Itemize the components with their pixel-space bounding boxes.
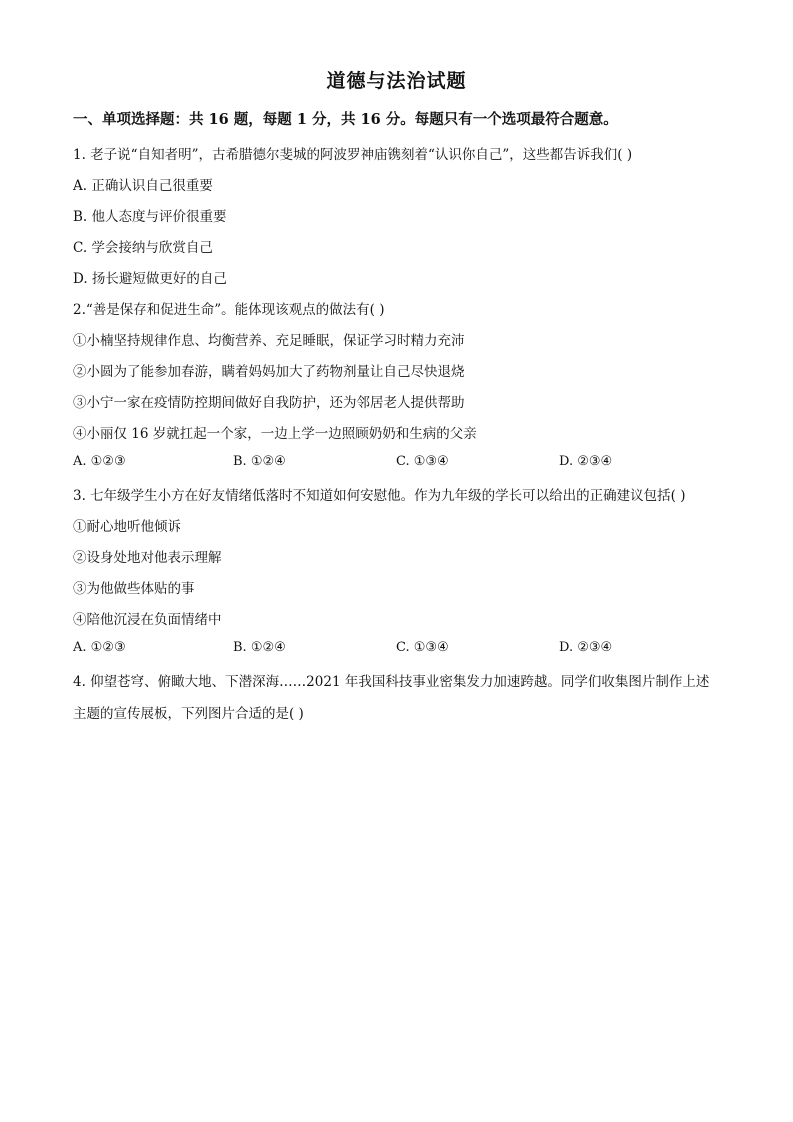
question-2-option-c: C. ①③④ [396, 454, 449, 469]
question-2-statement-3: ③小宁一家在疫情防控期间做好自我防护，还为邻居老人提供帮助 [73, 395, 465, 411]
page-title: 道德与法治试题 [326, 70, 467, 92]
question-1-option-c: C. 学会接纳与欣赏自己 [73, 240, 213, 256]
question-2-statement-2: ②小圆为了能参加春游，瞒着妈妈加大了药物剂量让自己尽快退烧 [73, 364, 465, 380]
question-2-statement-1: ①小楠坚持规律作息、均衡营养、充足睡眠，保证学习时精力充沛 [73, 333, 465, 349]
question-1-option-a: A. 正确认识自己很重要 [73, 178, 213, 194]
question-3-option-b: B. ①②④ [233, 640, 286, 655]
question-1-option-d: D. 扬长避短做更好的自己 [73, 271, 227, 287]
question-3-statement-1: ①耐心地听他倾诉 [73, 519, 181, 535]
question-3-option-a: A. ①②③ [73, 640, 126, 655]
question-3-stem: 3. 七年级学生小方在好友情绪低落时不知道如何安慰他。作为九年级的学长可以给出的正确建议包括( ) [73, 488, 686, 504]
question-2-option-d: D. ②③④ [559, 454, 613, 469]
question-3-statement-3: ③为他做些体贴的事 [73, 581, 195, 597]
question-2-option-b: B. ①②④ [233, 454, 286, 469]
question-3-options [73, 640, 723, 660]
question-3-option-d: D. ②③④ [559, 640, 613, 655]
question-2-option-a: A. ①②③ [73, 454, 126, 469]
question-2-statement-4: ④小丽仅 16 岁就扛起一个家，一边上学一边照顾奶奶和生病的父亲 [73, 426, 477, 442]
question-3-statement-2: ②设身处地对他表示理解 [73, 550, 222, 566]
section-heading: 一、单项选择题：共 16 题，每题 1 分，共 16 分。每题只有一个选项最符合题意。 [73, 111, 618, 128]
question-3-statement-4: ④陪他沉浸在负面情绪中 [73, 612, 222, 628]
question-4-stem-line-1: 4. 仰望苍穹、俯瞰大地、下潜深海……2021 年我国科技事业密集发力加速跨越。同学们收集图片制作上述 [73, 674, 710, 690]
question-4-stem-line-2: 主题的宣传展板，下列图片合适的是( ) [73, 706, 304, 722]
question-2-options [73, 454, 723, 474]
question-2-stem: 2.“善是保存和促进生命”。能体现该观点的做法有( ) [73, 302, 385, 318]
question-3-option-c: C. ①③④ [396, 640, 449, 655]
question-1-option-b: B. 他人态度与评价很重要 [73, 209, 227, 225]
question-1-stem: 1. 老子说“自知者明”，古希腊德尔斐城的阿波罗神庙镌刻着“认识你自己”，这些都告诉我们( ) [73, 147, 633, 163]
